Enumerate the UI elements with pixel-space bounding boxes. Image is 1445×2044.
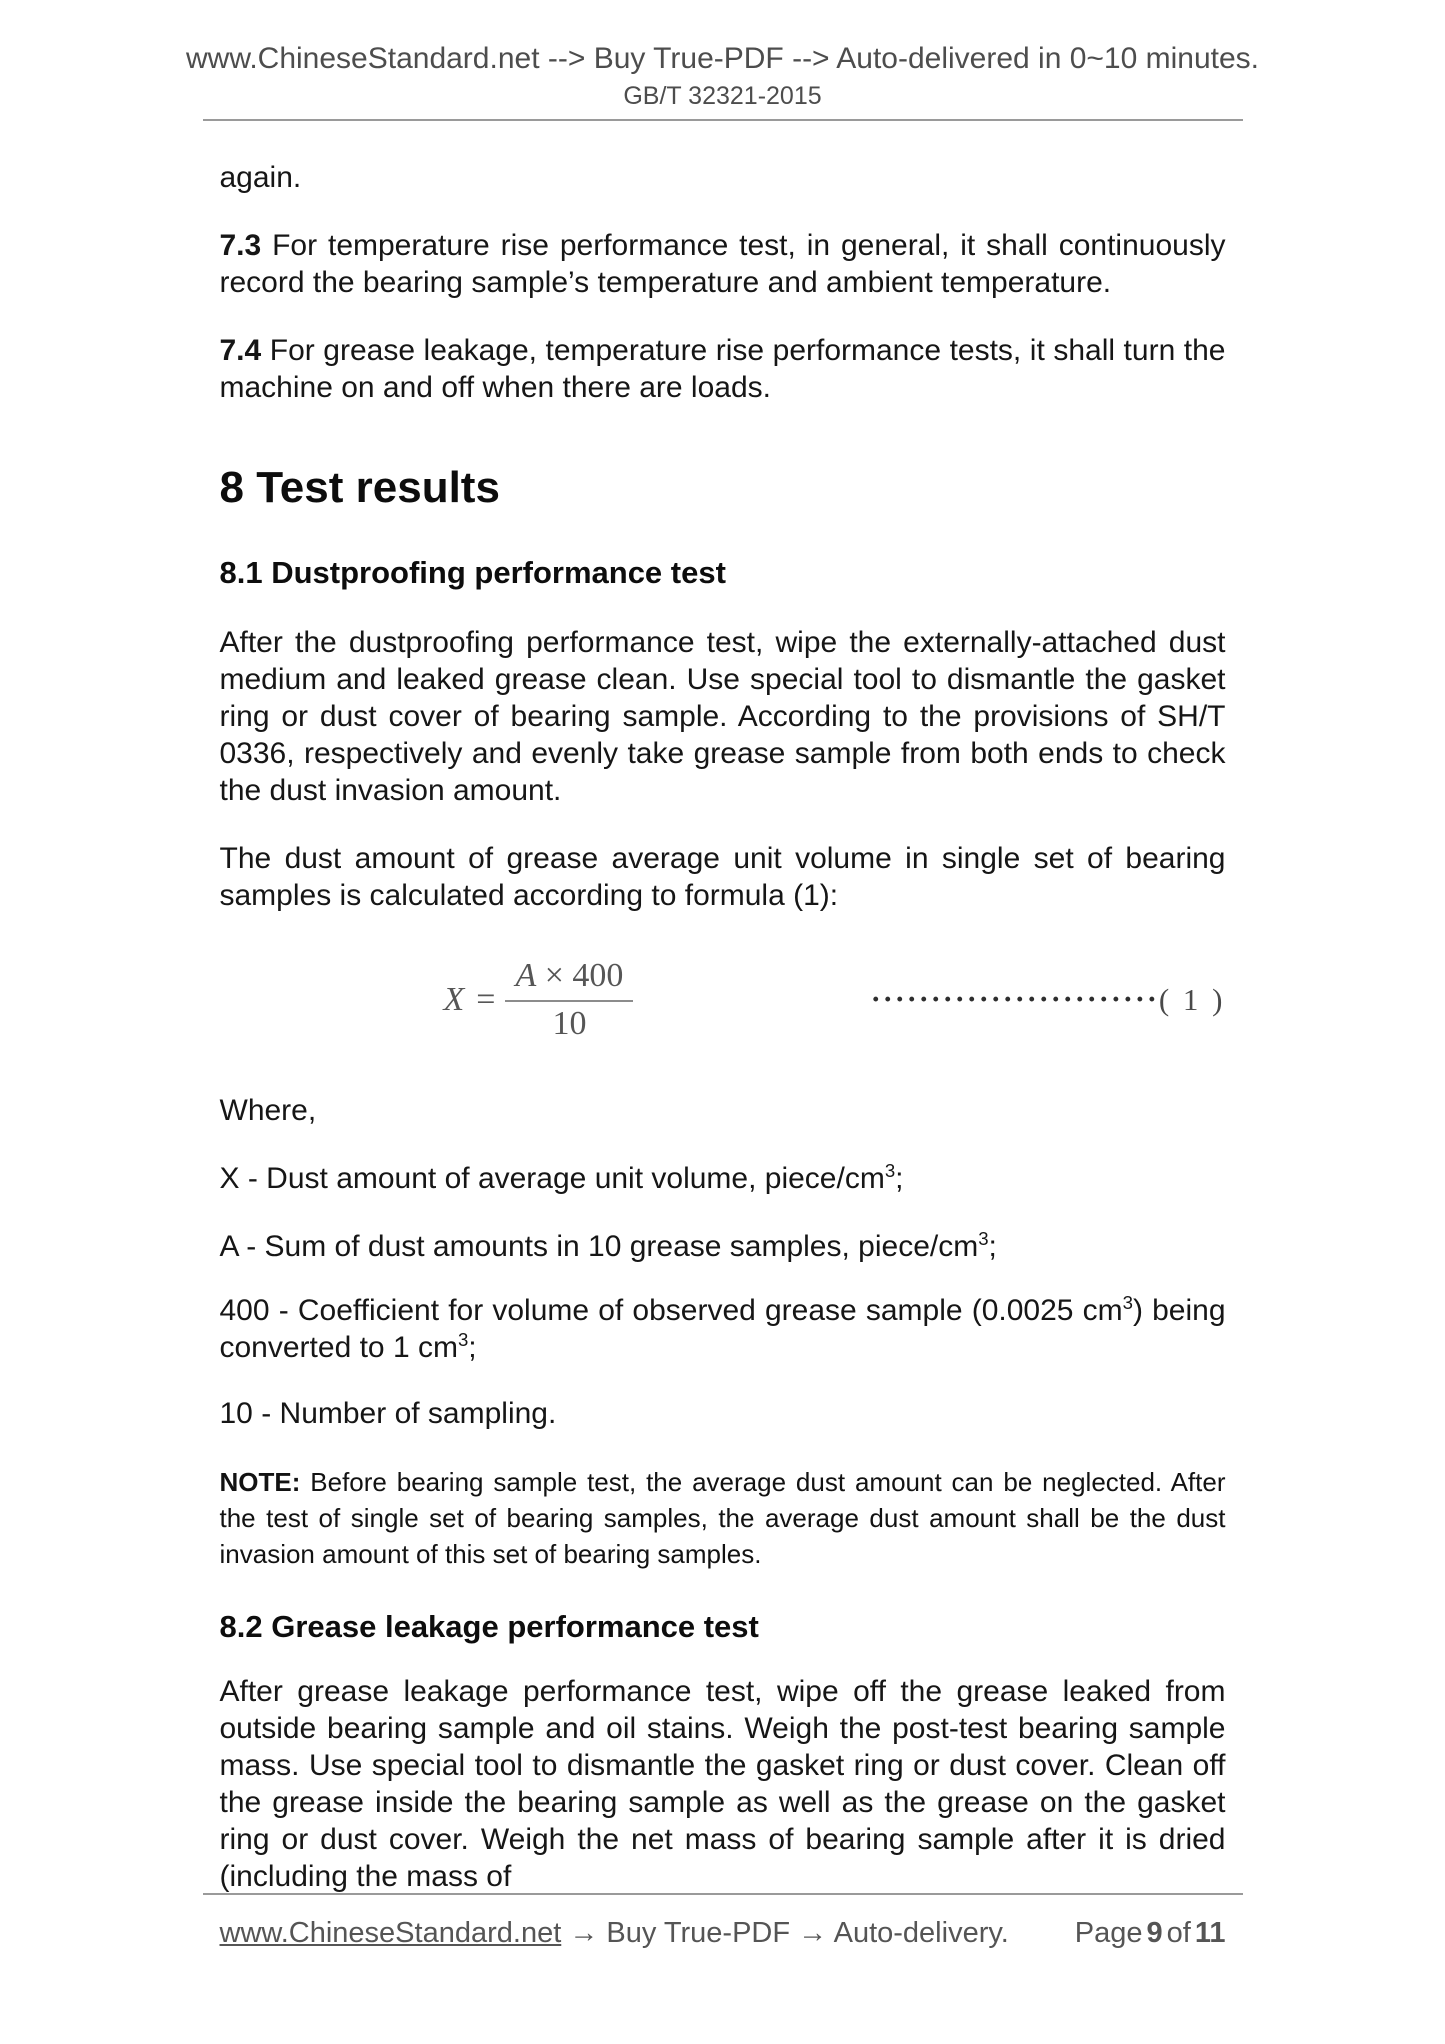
paragraph-again: again. xyxy=(219,161,302,194)
definition-x xyxy=(220,1160,1226,1197)
formula-equals-sign: = xyxy=(476,981,496,1018)
footer-left xyxy=(220,1915,1009,1951)
paragraph-8-2: After grease leakage performance test, wipe off the grease leaked from outside bearing sample and oil stains. Weigh the post-test bearing sample mass. Use special tool to dismantle the gasket ring or dust cover. Clean off the grease inside the bearing sample as well as the grease on the gasket ring or dust cover. Weigh the net mass of bearing sample after it is dried (including the mass of xyxy=(219,1675,1226,1893)
header-banner-text: www.ChineseStandard.net --> Buy True-PDF --> Auto-delivered in 0~10 minutes. xyxy=(185,42,1260,75)
text-segment: X - Dust amount of average unit volume, piece/cm xyxy=(219,1162,885,1195)
page-indicator xyxy=(1071,1915,1226,1951)
footer-site-link[interactable]: www.ChineseStandard.net xyxy=(219,1917,562,1949)
formula-expression xyxy=(444,957,634,1043)
page-current: 9 xyxy=(1146,1917,1163,1949)
paragraph-8-1-a: After the dustproofing performance test, wipe the externally-attached dust medium and leaked grease clean. Use special tool to dismantle the gasket ring or dust cover of bearing sample. According to the provisions of SH/T 0336, respectively and evenly take grease sample from both ends to check the dust invasion amount. xyxy=(219,626,1226,807)
note-paragraph xyxy=(220,1464,1226,1572)
page-footer xyxy=(0,1893,1445,2044)
formula-denominator: 10 xyxy=(552,1005,587,1042)
footer-left-rest: → Buy True-PDF → Auto-delivery. xyxy=(561,1917,1009,1949)
section-7-4 xyxy=(220,332,1226,406)
definition-a xyxy=(220,1228,1226,1265)
note-text: Before bearing sample test, the average dust amount can be neglected. After the test of single set of bearing samples, the average dust amount shall be the dust invasion amount of this set of bearing samples. xyxy=(219,1467,1226,1569)
section-7-3-number: 7.3 xyxy=(219,229,262,262)
superscript: 3 xyxy=(978,1228,989,1249)
footer-row xyxy=(220,1915,1226,1951)
header-divider xyxy=(203,119,1243,121)
formula-numerator xyxy=(505,957,633,1002)
superscript: 3 xyxy=(1122,1292,1133,1313)
formula-block xyxy=(220,954,1226,1046)
section-7-3-text: For temperature rise performance test, in general, it shall continuously record the bearing sample’s temperature and ambient temperature. xyxy=(219,229,1226,299)
formula-lhs-variable: X xyxy=(443,981,465,1018)
section-7-4-text: For grease leakage, temperature rise performance tests, it shall turn the machine on and off when there are loads. xyxy=(219,334,1226,404)
text-segment: 10 - Number of sampling. xyxy=(219,1397,557,1430)
definition-400 xyxy=(220,1292,1226,1366)
section-7-4-number: 7.4 xyxy=(219,334,262,367)
footer-divider xyxy=(203,1893,1243,1895)
page-header xyxy=(0,0,1445,121)
formula-equation-number: ( 1 ) xyxy=(1158,982,1226,1017)
where-label: Where, xyxy=(219,1094,317,1127)
text-segment: A - Sum of dust amounts in 10 grease samples, piece/cm xyxy=(219,1230,979,1263)
formula-dot-leader: ························ xyxy=(870,983,1159,1016)
page-total: 11 xyxy=(1194,1917,1226,1949)
text-segment: 400 - Coefficient for volume of observed grease sample (0.0025 cm xyxy=(219,1294,1123,1327)
text-segment: ) being converted to 1 cm xyxy=(219,1294,1226,1364)
page-label: Page xyxy=(1074,1917,1143,1949)
definition-10 xyxy=(220,1395,1226,1432)
text-segment: ; xyxy=(988,1230,997,1263)
heading-8-2-grease-leakage: 8.2 Grease leakage performance test xyxy=(219,1609,759,1644)
formula-numerator-variable: A xyxy=(515,957,537,994)
paragraph-8-1-b: The dust amount of grease average unit volume in single set of bearing samples is calculated according to formula (1): xyxy=(219,842,1226,912)
section-7-3 xyxy=(220,227,1226,301)
page-of-label: of xyxy=(1166,1917,1191,1949)
heading-8-test-results: 8 Test results xyxy=(219,463,500,512)
text-segment: ; xyxy=(895,1162,904,1195)
text-segment: ; xyxy=(468,1331,477,1364)
heading-8-1-dustproofing: 8.1 Dustproofing performance test xyxy=(219,555,726,590)
document-body xyxy=(220,159,1226,1895)
note-label: NOTE: xyxy=(219,1467,301,1497)
formula-fraction xyxy=(505,957,633,1043)
document-number: GB/T 32321-2015 xyxy=(623,82,822,110)
formula-numerator-rest: × 400 xyxy=(536,957,624,994)
superscript: 3 xyxy=(884,1160,896,1181)
superscript: 3 xyxy=(457,1329,469,1350)
